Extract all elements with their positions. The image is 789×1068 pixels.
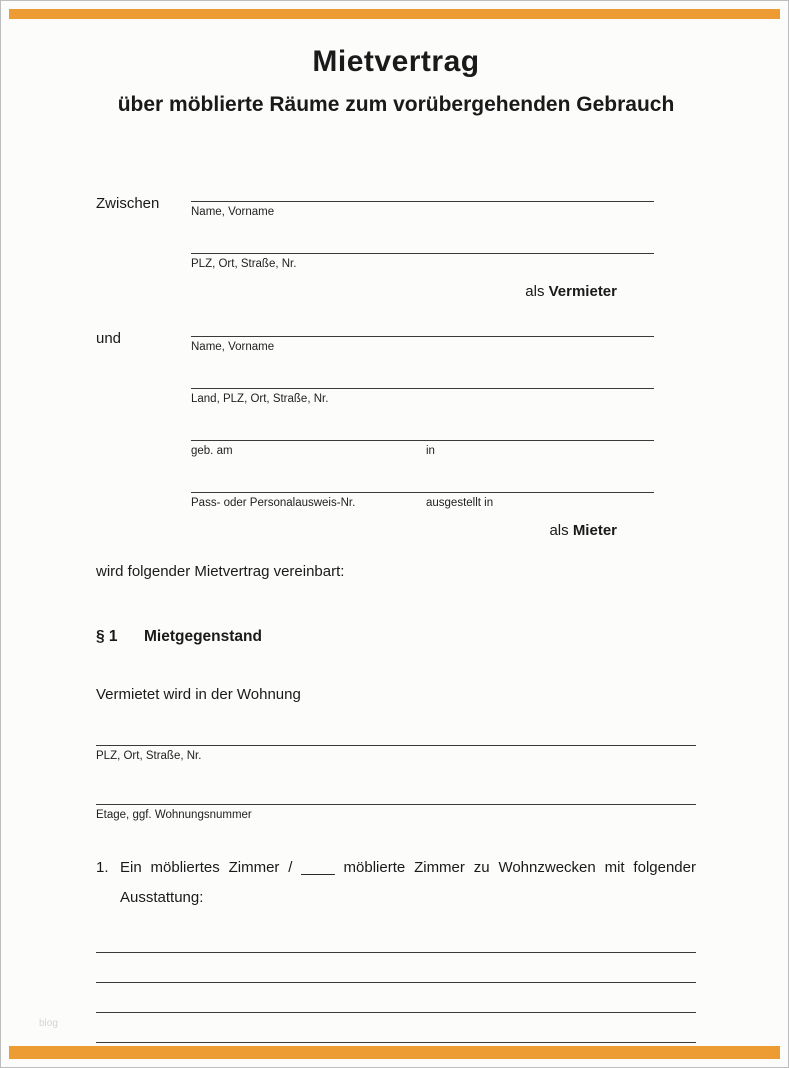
vermieter-name-line — [191, 179, 654, 202]
section1-lead: Vermietet wird in der Wohnung — [96, 686, 301, 703]
als-prefix: als — [549, 522, 573, 539]
parties-section — [96, 179, 696, 547]
wohnung-address-field — [96, 731, 696, 762]
field-label: PLZ, Ort, Straße, Nr. — [96, 750, 202, 762]
document-title: Mietvertrag — [312, 45, 480, 78]
mieter-passport-field — [191, 470, 654, 509]
und-label: und — [96, 330, 122, 347]
mieter-address-line — [191, 366, 654, 389]
field-label: PLZ, Ort, Straße, Nr. — [191, 258, 297, 270]
list-item-number: 1. — [96, 859, 109, 876]
document-content — [96, 1, 696, 1043]
field-label: Etage, ggf. Wohnungsnummer — [96, 809, 252, 821]
zwischen-label: Zwischen — [96, 195, 160, 212]
list-item-text — [120, 857, 696, 909]
mieter-name-line — [191, 314, 654, 337]
blank-line — [96, 953, 696, 983]
watermark-text: blog — [39, 1018, 58, 1029]
vermieter-block — [96, 179, 696, 308]
mieter-address-field — [191, 366, 654, 405]
field-label-row — [191, 493, 654, 509]
agreement-statement: wird folgender Mietvertrag vereinbart: — [96, 563, 345, 580]
field-label: Land, PLZ, Ort, Straße, Nr. — [191, 393, 329, 405]
als-prefix: als — [525, 283, 549, 300]
list-item-line2: Ausstattung: — [120, 888, 204, 906]
document-subtitle: über möblierte Räume zum vorübergehenden Gebrauch — [117, 93, 675, 116]
bottom-accent-bar — [9, 1046, 780, 1059]
vermieter-role: Vermieter — [548, 283, 617, 300]
wohnung-etage-line — [96, 790, 696, 805]
vermieter-fields — [191, 179, 696, 308]
section1-number: § 1 — [96, 628, 118, 645]
mieter-passport-line — [191, 470, 654, 493]
field-label: Name, Vorname — [191, 341, 275, 353]
field-label: geb. am — [191, 445, 233, 457]
field-label: Pass- oder Personalausweis-Nr. — [191, 497, 356, 509]
blank-line — [96, 923, 696, 953]
section1-title: Mietgegenstand — [144, 628, 262, 645]
vermieter-address-line — [191, 231, 654, 254]
mieter-block — [96, 314, 696, 547]
wohnung-address-line — [96, 731, 696, 746]
field-label: Name, Vorname — [191, 206, 275, 218]
als-mieter-line — [191, 522, 654, 539]
mieter-name-field — [191, 314, 654, 353]
mieter-birth-line — [191, 418, 654, 441]
vermieter-name-field — [191, 179, 654, 218]
blank-line — [96, 983, 696, 1013]
field-label-secondary: ausgestellt in — [426, 497, 494, 509]
list-item-line1: Ein möbliertes Zimmer / ____ möblierte Zimmer zu Wohnzwecken mit folgender — [120, 859, 696, 876]
wohnung-etage-field — [96, 790, 696, 821]
list-item-1 — [96, 857, 696, 909]
section1-heading — [96, 628, 696, 646]
vermieter-address-field — [191, 231, 654, 270]
field-label-secondary: in — [426, 445, 435, 457]
als-vermieter-line — [191, 283, 654, 300]
field-label-row — [191, 441, 654, 457]
blank-line — [96, 1013, 696, 1043]
mieter-fields — [191, 314, 696, 547]
mieter-birth-field — [191, 418, 654, 457]
mieter-role: Mieter — [572, 522, 617, 539]
ausstattung-blank-lines — [96, 923, 696, 1043]
